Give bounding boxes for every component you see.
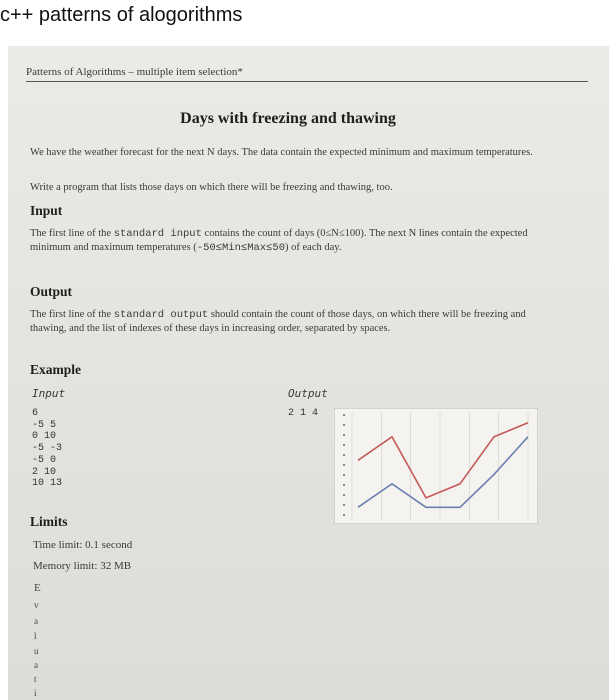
input-text-part2: contains the count of days (0≤N≤100). The next N lines contain the expected minimum and maximum temperatures ( — [30, 228, 528, 253]
example-input-line: 2 10 — [32, 466, 57, 478]
example-output-label: Output — [288, 387, 328, 400]
chart-tick-mark — [343, 464, 345, 466]
output-heading: Output — [30, 284, 73, 299]
example-input-label: Input — [32, 387, 66, 400]
chart-tick-mark — [343, 434, 345, 436]
example-input-line: -5 5 — [32, 419, 57, 431]
example-input-line: 6 — [32, 408, 39, 419]
example-input-line: 0 10 — [32, 431, 57, 443]
temperature-chart — [334, 408, 538, 524]
vertical-letter: a — [34, 660, 38, 670]
memory-limit: Memory limit: 32 MB — [33, 560, 132, 572]
document-header: Patterns of Algorithms – multiple item selection* — [26, 66, 588, 82]
time-limit: Time limit: 0.1 second — [33, 539, 133, 551]
vertical-letter: l — [34, 631, 37, 641]
example-input-lines — [32, 408, 62, 490]
input-code-range: -50≤Min≤Max≤50 — [196, 242, 286, 254]
output-text-part1: The first line of the — [30, 309, 114, 320]
post-title: c++ patterns of alogorithms — [0, 4, 243, 26]
example-input-line: -5 -3 — [32, 443, 63, 455]
document-photo — [8, 46, 609, 700]
chart-tick-mark — [343, 474, 345, 476]
example-output-line: 2 1 4 — [288, 408, 319, 419]
chart-tick-mark — [343, 514, 345, 516]
chart-tick-mark — [343, 444, 345, 446]
example-output-lines — [288, 408, 318, 420]
task-paragraph: Write a program that lists those days on which there will be freezing and thawing, too. — [30, 182, 393, 193]
example-input-line: 10 13 — [32, 478, 63, 490]
vertical-letter: i — [34, 688, 37, 698]
example-input-line: -5 0 — [32, 454, 57, 466]
input-paragraph — [30, 227, 545, 255]
input-text-part3: ) of each day. — [285, 242, 342, 253]
output-text-part2: should contain the count of those days, on which there will be freezing and thawing, and the list of indexes of these days in increasing order, separated by spaces. — [30, 309, 526, 334]
vertical-letter: a — [34, 616, 38, 626]
chart-tick-mark — [343, 504, 345, 506]
vertical-letter: E — [34, 582, 41, 594]
vertical-letter: v — [34, 600, 39, 610]
chart-tick-mark — [343, 484, 345, 486]
chart-tick-mark — [343, 454, 345, 456]
input-heading: Input — [30, 203, 63, 218]
chart-tick-mark — [343, 414, 345, 416]
input-code-standard-input: standard input — [113, 228, 202, 240]
vertical-letter: t — [34, 674, 37, 684]
output-paragraph — [30, 308, 545, 335]
chart-tick-mark — [343, 494, 345, 496]
chart-tick-mark — [343, 424, 345, 426]
vertical-letter: u — [34, 646, 39, 656]
output-code-standard-output: standard output — [113, 309, 209, 321]
problem-title: Days with freezing and thawing — [180, 110, 396, 127]
example-heading: Example — [30, 362, 82, 377]
limits-heading: Limits — [30, 514, 68, 529]
intro-paragraph: We have the weather forecast for the next N days. The data contain the expected minimum and maximum temperatures. — [30, 147, 533, 158]
input-text-part1: The first line of the — [30, 228, 114, 239]
